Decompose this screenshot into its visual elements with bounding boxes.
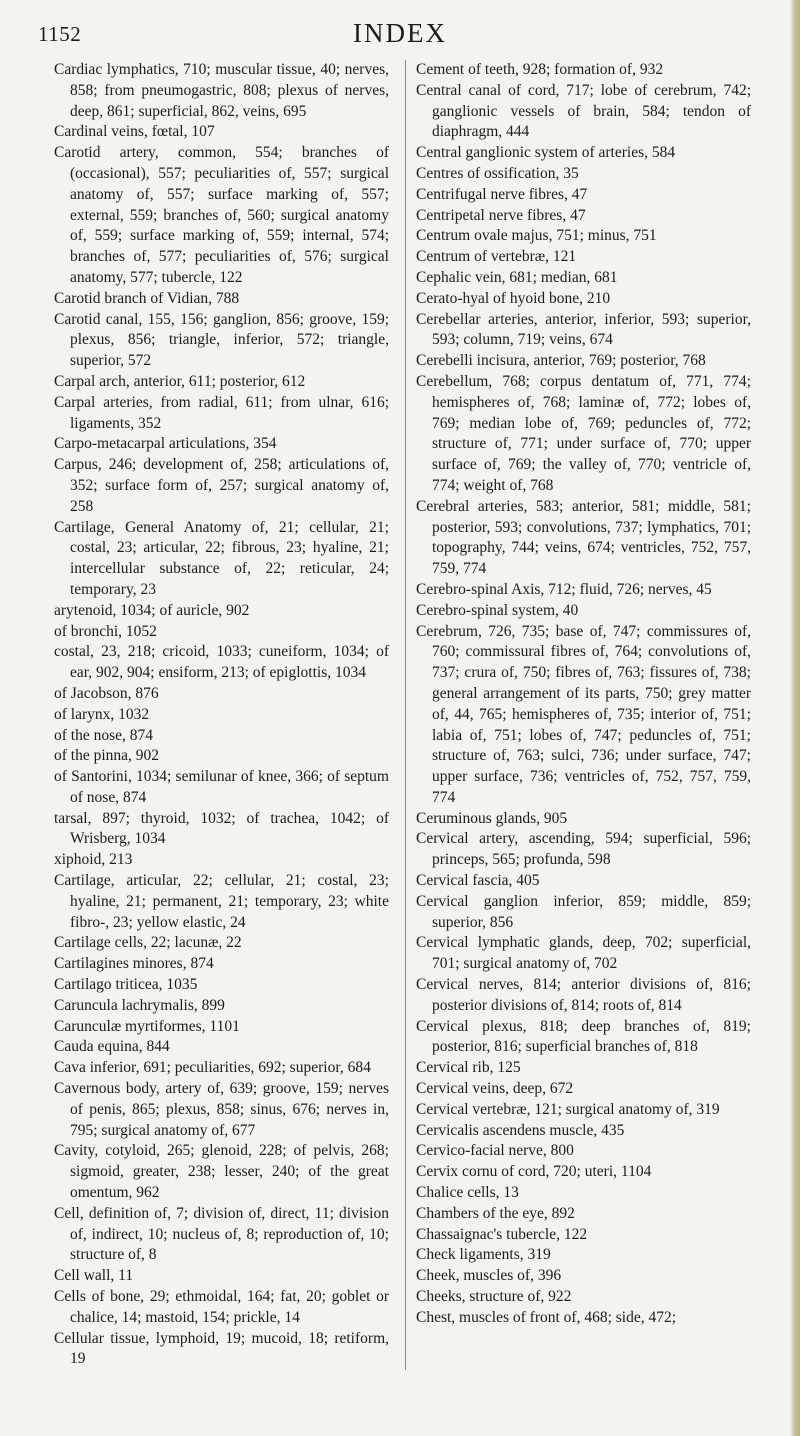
index-entry: Cervical ganglion inferior, 859; middle, 859; superior, 856 xyxy=(416,892,751,931)
left-column xyxy=(54,60,399,1370)
index-columns xyxy=(54,60,778,1370)
index-entry: of Jacobson, 876 xyxy=(54,684,159,702)
index-entry: Cauda equina, 844 xyxy=(54,1038,170,1056)
index-entry: of bronchi, 1052 xyxy=(54,622,157,640)
index-entry: Centrum of vertebræ, 121 xyxy=(416,248,577,266)
index-entry: Centrifugal nerve fibres, 47 xyxy=(416,185,588,203)
index-entry: xiphoid, 213 xyxy=(54,851,133,869)
index-entry: Carpal arch, anterior, 611; posterior, 612 xyxy=(54,372,306,390)
index-entry: Cheek, muscles of, 396 xyxy=(416,1267,562,1285)
index-entry: Carpo-metacarpal articulations, 354 xyxy=(54,435,277,453)
index-entry: Cavity, cotyloid, 265; glenoid, 228; of pelvis, 268; sigmoid, greater, 238; lesser, 240; of the great omentum, 962 xyxy=(54,1142,389,1202)
index-entry: of the nose, 874 xyxy=(54,726,154,744)
index-entry: Cell wall, 11 xyxy=(54,1267,134,1285)
index-entry: Cerebellar arteries, anterior, inferior, 593; superior, 593; column, 719; veins, 674 xyxy=(416,310,751,349)
index-entry: Cerebrum, 726, 735; base of, 747; commissures of, 760; commissural fibres of, 764; convolutions of, 737; crura of, 750; fibres of, 763; fissures of, 738; general arrangement of its parts, 750; grey matter of, 44, 765; hemispheres of, 735; interior of, 751; labia of, 751; lobes of, 747; peduncles of, 751; structure of, 763; sulci, 736; under surface, 747; upper surface, 736; ventricles of, 752, 757, 759, 774 xyxy=(416,622,751,806)
index-entry: Cervical nerves, 814; anterior divisions of, 816; posterior divisions of, 814; roots of, 814 xyxy=(416,976,751,1014)
index-entry: Cervical lymphatic glands, deep, 702; superficial, 701; surgical anatomy of, 702 xyxy=(416,934,751,973)
page-edge xyxy=(790,0,800,1436)
index-entry: Cephalic vein, 681; median, 681 xyxy=(416,268,618,286)
index-entry: Cartilagines minores, 874 xyxy=(54,955,214,973)
index-entry: Cavernous body, artery of, 639; groove, 159; nerves of penis, 865; plexus, 858; sinus, 676; nerves in, 795; surgical anatomy of, 677 xyxy=(54,1080,389,1139)
index-entry: costal, 23, 218; cricoid, 1033; cuneiform, 1034; of ear, 902, 904; ensiform, 213; of epiglottis, 1034 xyxy=(54,643,389,682)
index-entry: Central canal of cord, 717; lobe of cerebrum, 742; ganglionic vessels of brain, 584; tendon of diaphragm, 444 xyxy=(416,81,751,141)
right-column xyxy=(405,60,751,1370)
index-entry: Cervix cornu of cord, 720; uteri, 1104 xyxy=(416,1163,652,1181)
index-entry: Carpus, 246; development of, 258; articulations of, 352; surface form of, 257; surgical anatomy of, 258 xyxy=(54,456,389,515)
index-entry: Cervico-facial nerve, 800 xyxy=(416,1142,574,1160)
index-entry: Carpal arteries, from radial, 611; from ulnar, 616; ligaments, 352 xyxy=(54,393,389,432)
index-entry: Cartilage, articular, 22; cellular, 21; costal, 23; hyaline, 21; permanent, 21; temporary, 23; white fibro-, 23; yellow elastic, 24 xyxy=(54,872,389,931)
index-entry: Cartilage cells, 22; lacunæ, 22 xyxy=(54,934,242,952)
index-entry: Cheeks, structure of, 922 xyxy=(416,1288,572,1306)
index-entry: Centripetal nerve fibres, 47 xyxy=(416,206,586,224)
index-entry: Carunculæ myrtiformes, 1101 xyxy=(54,1017,240,1035)
index-entry: Cervical rib, 125 xyxy=(416,1059,521,1077)
index-entry: Cartilage, General Anatomy of, 21; cellular, 21; costal, 23; articular, 22; fibrous, 23; hyaline, 21; intercellular substance of, 22; reticular, 24; temporary, 23 xyxy=(54,518,389,598)
page-header xyxy=(0,18,800,58)
index-entry: Cerebelli incisura, anterior, 769; posterior, 768 xyxy=(416,352,706,370)
index-entry: Cervical veins, deep, 672 xyxy=(416,1080,574,1098)
index-entry: Chambers of the eye, 892 xyxy=(416,1204,575,1222)
index-entry: Ceruminous glands, 905 xyxy=(416,809,568,827)
index-entry: Cardiac lymphatics, 710; muscular tissue, 40; nerves, 858; from pneumogastric, 808; plexus of nerves, deep, 861; superficial, 862, veins, 695 xyxy=(54,61,389,120)
index-entry: tarsal, 897; thyroid, 1032; of trachea, 1042; of Wrisberg, 1034 xyxy=(54,809,389,848)
index-entry: of Santorini, 1034; semilunar of knee, 366; of septum of nose, 874 xyxy=(54,768,389,806)
index-entry: Cervical plexus, 818; deep branches of, 819; posterior, 816; superficial branches of, 818 xyxy=(416,1017,751,1056)
running-title: INDEX xyxy=(353,18,447,48)
index-entry: of the pinna, 902 xyxy=(54,747,160,765)
index-entry: Carotid branch of Vidian, 788 xyxy=(54,289,240,307)
index-entry: Cardinal veins, fœtal, 107 xyxy=(54,123,215,141)
index-entry: arytenoid, 1034; of auricle, 902 xyxy=(54,601,250,619)
index-entry: Cava inferior, 691; peculiarities, 692; superior, 684 xyxy=(54,1059,371,1077)
index-entry: Chalice cells, 13 xyxy=(416,1184,519,1202)
index-entry: Centrum ovale majus, 751; minus, 751 xyxy=(416,227,657,245)
index-entry: Cartilago triticea, 1035 xyxy=(54,976,198,994)
index-entry: Chassaignac's tubercle, 122 xyxy=(416,1225,588,1243)
index-entry: Carotid artery, common, 554; branches of (occasional), 557; peculiarities of, 557; surgical anatomy of, 557; surface marking of, 557; external, 559; branches of, 560; surgical anatomy of, 559; surface marking of, 559; internal, 574; branches of, 577; peculiarities of, 576; surgical anatomy, 577; tubercle, 122 xyxy=(54,144,389,286)
index-entry: Carotid canal, 155, 156; ganglion, 856; groove, 159; plexus, 856; triangle, inferior, 572; triangle, superior, 572 xyxy=(54,310,389,370)
index-entry: Cellular tissue, lymphoid, 19; mucoid, 18; retiform, 19 xyxy=(54,1329,389,1368)
index-entry: Cerebro-spinal Axis, 712; fluid, 726; nerves, 45 xyxy=(416,580,712,598)
index-entry: Cerato-hyal of hyoid bone, 210 xyxy=(416,289,611,307)
index-entry: Cervical artery, ascending, 594; superficial, 596; princeps, 565; profunda, 598 xyxy=(416,830,751,869)
page-number: 1152 xyxy=(38,22,82,46)
index-entry: Cervicalis ascendens muscle, 435 xyxy=(416,1121,625,1139)
index-entry: Cerebral arteries, 583; anterior, 581; middle, 581; posterior, 593; convolutions, 737; lymphatics, 701; topography, 744; veins, 674; ventricles, 752, 757, 759, 774 xyxy=(416,497,751,578)
index-entry: Cell, definition of, 7; division of, direct, 11; division of, indirect, 10; nucleus of, 8; reproduction of, 10; structure of, 8 xyxy=(54,1204,389,1264)
index-entry: Caruncula lachrymalis, 899 xyxy=(54,996,225,1014)
index-entry: Cells of bone, 29; ethmoidal, 164; fat, 20; goblet or chalice, 14; mastoid, 154; prickle, 14 xyxy=(54,1288,389,1326)
index-entry: Cement of teeth, 928; formation of, 932 xyxy=(416,61,664,78)
index-entry: Central ganglionic system of arteries, 584 xyxy=(416,144,676,162)
index-entry: Cervical fascia, 405 xyxy=(416,872,540,890)
index-entry: Cerebellum, 768; corpus dentatum of, 771, 774; hemispheres of, 768; laminæ of, 772; lobes of, 769; median lobe of, 769; peduncles of, 772; structure of, 771; under surface of, 770; upper surface of, 769; the valley of, 770; ventricle of, 774; weight of, 768 xyxy=(416,372,751,494)
index-entry: of larynx, 1032 xyxy=(54,705,150,723)
index-entry: Cervical vertebræ, 121; surgical anatomy of, 319 xyxy=(416,1100,720,1118)
index-entry: Chest, muscles of front of, 468; side, 472; xyxy=(416,1308,677,1326)
index-entry: Cerebro-spinal system, 40 xyxy=(416,601,579,619)
index-entry: Centres of ossification, 35 xyxy=(416,164,579,182)
index-entry: Check ligaments, 319 xyxy=(416,1246,551,1264)
